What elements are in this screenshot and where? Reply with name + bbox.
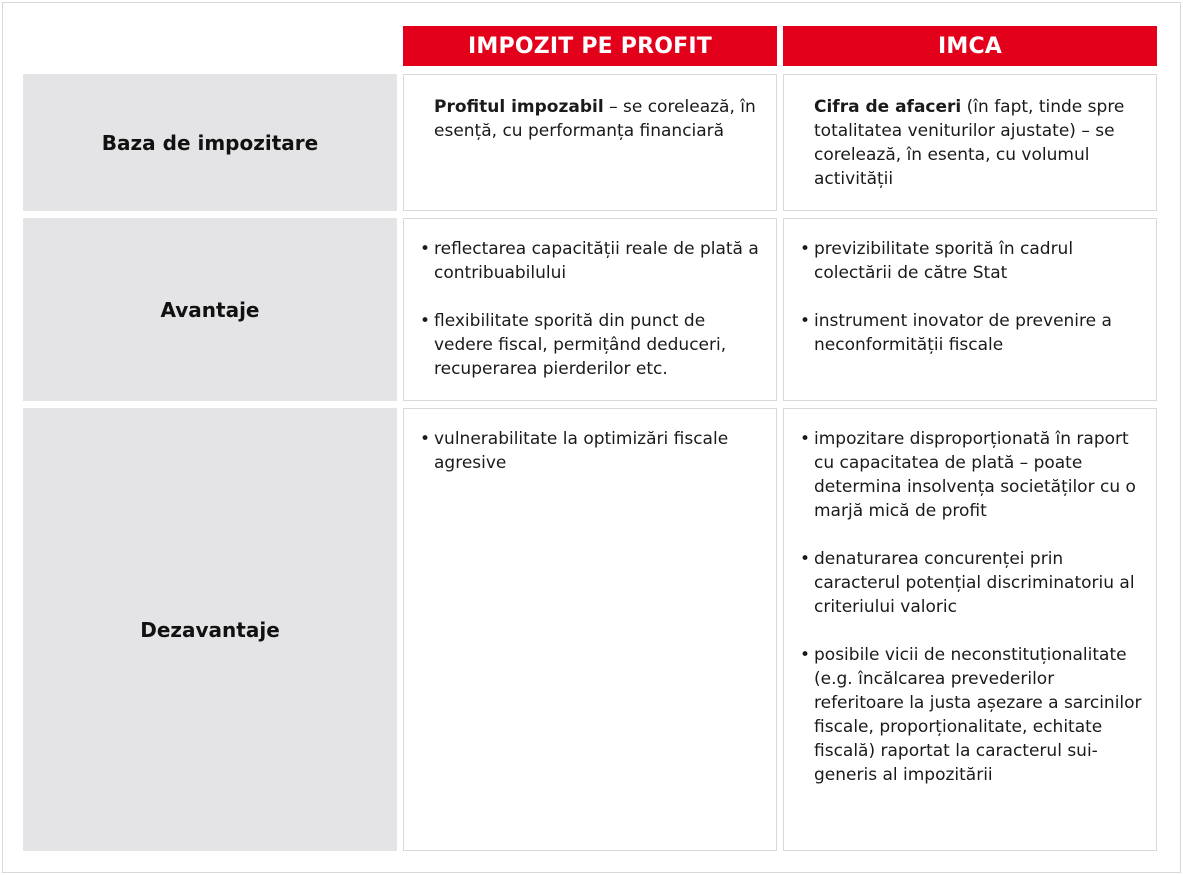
list-item — [800, 237, 1146, 285]
list-item — [800, 309, 1146, 357]
cell-baza-imca — [783, 74, 1157, 211]
list-item — [420, 309, 766, 381]
cell-baza-profit — [403, 74, 777, 211]
list-item-text: previzibilitate sporită în cadrul colectării de către Stat — [814, 239, 1074, 283]
bullet-icon: • — [420, 239, 431, 259]
baza-imca-bold: Cifra de afaceri — [814, 97, 962, 117]
bullet-icon: • — [800, 549, 811, 569]
row-label-dezavantaje: Dezavantaje — [23, 408, 397, 851]
cell-dezavantaje-profit — [403, 408, 777, 851]
list-item-text: flexibilitate sporită din punct de vedere fiscal, permițând deduceri, recuperarea pierderilor etc. — [434, 311, 727, 379]
dezavantaje-imca-list — [800, 427, 1146, 787]
bullet-icon: • — [800, 645, 811, 665]
list-item — [800, 643, 1146, 787]
list-item — [800, 547, 1146, 619]
list-item-text: impozitare disproporționată în raport cu capacitatea de plată – poate determina insolvența societăților cu o marjă mică de profit — [814, 429, 1136, 521]
baza-imca-rest: (în fapt, tinde spre totalitatea veniturilor ajustate) – se corelează, în esenta, cu volumul activității — [814, 97, 1125, 189]
column-header-impozit-pe-profit: IMPOZIT PE PROFIT — [403, 26, 777, 66]
list-item — [420, 237, 766, 285]
cell-avantaje-imca — [783, 218, 1157, 401]
avantaje-profit-list — [420, 237, 766, 381]
column-header-imca: IMCA — [783, 26, 1157, 66]
bullet-icon: • — [420, 311, 431, 331]
list-item — [420, 427, 766, 475]
row-label-baza-de-impozitare: Baza de impozitare — [23, 74, 397, 211]
row-label-avantaje: Avantaje — [23, 218, 397, 401]
bullet-icon: • — [800, 311, 811, 331]
baza-imca-text — [814, 95, 1144, 191]
bullet-icon: • — [800, 239, 811, 259]
cell-dezavantaje-imca — [783, 408, 1157, 851]
list-item — [800, 427, 1146, 523]
list-item-text: instrument inovator de prevenire a neconformității fiscale — [814, 311, 1112, 355]
dezavantaje-profit-list — [420, 427, 766, 475]
list-item-text: vulnerabilitate la optimizări fiscale agresive — [434, 429, 729, 473]
list-item-text: posibile vicii de neconstituționalitate (e.g. încălcarea prevederilor referitoare la justa așezare a sarcinilor fiscale, proporționalitate, echitate fiscală) raportat la caracterul sui-generis al impozitării — [814, 645, 1142, 785]
avantaje-imca-list — [800, 237, 1146, 357]
bullet-icon: • — [420, 429, 431, 449]
bullet-icon: • — [800, 429, 811, 449]
list-item-text: reflectarea capacității reale de plată a contribuabilului — [434, 239, 759, 283]
list-item-text: denaturarea concurenței prin caracterul potențial discriminatoriu al criteriului valoric — [814, 549, 1135, 617]
cell-avantaje-profit — [403, 218, 777, 401]
baza-profit-text — [434, 95, 764, 143]
baza-profit-rest: – se corelează, în esență, cu performanța financiară — [434, 97, 756, 141]
baza-profit-bold: Profitul impozabil — [434, 97, 604, 117]
